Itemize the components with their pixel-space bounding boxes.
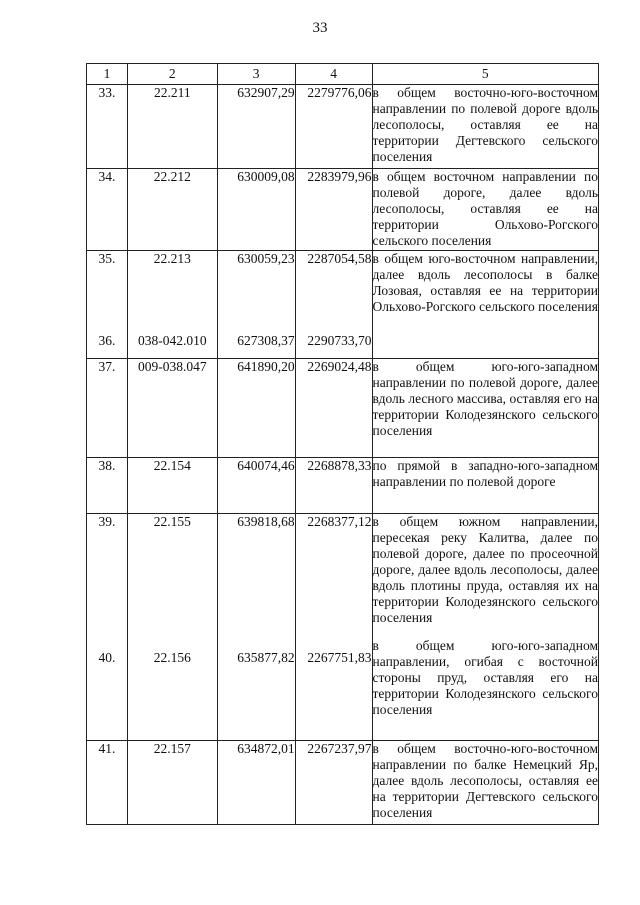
boundary-description: в общем восточно-юго-восточном направлении по полевой дороге вдоль лесополосы, оставляя ее на территории Дегтевского сельского поселения	[372, 85, 598, 169]
boundary-description-cell	[372, 514, 598, 741]
column-header: 4	[295, 64, 372, 85]
x-coordinate-cell	[217, 514, 295, 741]
table-row	[87, 359, 599, 458]
x-coordinate: 640074,46	[217, 458, 295, 514]
y-coordinate: 2279776,06	[295, 85, 372, 169]
row-number: 34.	[87, 169, 128, 251]
y-coordinate: 2268878,33	[295, 458, 372, 514]
y-coordinate: 2287054,58	[307, 251, 372, 266]
row-number: 35.	[98, 251, 116, 266]
x-coordinate: 641890,20	[217, 359, 295, 458]
boundary-coordinates-table	[86, 63, 599, 825]
point-id: 22.155	[153, 514, 191, 529]
boundary-description: в общем юго-юго-западном направлении по полевой дороге, далее вдоль лесного массива, оставляя его на территории Колодезянского сельского поселения	[372, 359, 598, 458]
row-number: 39.	[98, 514, 116, 529]
x-coordinate: 630009,08	[217, 169, 295, 251]
point-id: 038-042.010	[137, 333, 207, 348]
row-number: 38.	[87, 458, 128, 514]
point-id-cell	[127, 251, 217, 359]
column-header: 2	[127, 64, 217, 85]
table-row	[87, 458, 599, 514]
boundary-description: в общем юго-восточном направлении, далее вдоль лесополосы в балке Лозовая, оставляя ее на территории Ольхово-Рогского сельского поселения	[372, 251, 598, 359]
x-coordinate: 630059,23	[237, 251, 295, 266]
y-coordinate-cell	[295, 251, 372, 359]
table-row	[87, 741, 599, 825]
row-number: 33.	[87, 85, 128, 169]
point-id: 22.156	[153, 650, 191, 665]
row-number: 37.	[87, 359, 128, 458]
x-coordinate-cell	[217, 251, 295, 359]
table-row	[87, 251, 599, 359]
column-header: 5	[372, 64, 598, 85]
point-id-cell	[127, 514, 217, 741]
row-number: 40.	[98, 650, 116, 665]
y-coordinate-cell	[295, 514, 372, 741]
point-id: 22.154	[127, 458, 217, 514]
boundary-description: в общем восточно-юго-восточном направлении по балке Немецкий Яр, далее вдоль лесополосы, оставляя ее на территории Дегтевского сельского поселения	[372, 741, 598, 825]
x-coordinate: 634872,01	[217, 741, 295, 825]
table-row	[87, 169, 599, 251]
point-id: 22.213	[153, 251, 191, 266]
boundary-description: в общем юго-юго-западном направлении, огибая с восточной стороны пруд, оставляя его на территории Колодезянского сельского поселения	[372, 638, 598, 717]
page-number: 33	[312, 20, 328, 36]
y-coordinate: 2267751,83	[307, 650, 372, 665]
table-row	[87, 514, 599, 741]
row-number-cell	[87, 514, 128, 741]
column-header: 1	[87, 64, 128, 85]
boundary-description: в общем южном направлении, пересекая реку Калитва, далее по полевой дороге, далее по просеочной дороге, далее вдоль лесополосы, далее вдоль плотины пруда, оставляя их на территории Колодезянского сельского поселения	[372, 514, 598, 625]
y-coordinate: 2290733,70	[307, 333, 372, 348]
y-coordinate: 2269024,48	[295, 359, 372, 458]
y-coordinate: 2283979,96	[295, 169, 372, 251]
point-id: 22.212	[127, 169, 217, 251]
row-number: 36.	[98, 333, 116, 348]
boundary-description: по прямой в западно-юго-западном направлении по полевой дороге	[372, 458, 598, 514]
y-coordinate: 2268377,12	[307, 514, 372, 529]
x-coordinate: 627308,37	[237, 333, 295, 348]
x-coordinate: 639818,68	[237, 514, 295, 529]
table-header-row	[87, 64, 599, 85]
row-number: 41.	[87, 741, 128, 825]
column-header: 3	[217, 64, 295, 85]
point-id: 22.157	[127, 741, 217, 825]
row-number-cell	[87, 251, 128, 359]
point-id: 009-038.047	[127, 359, 217, 458]
boundary-description: в общем восточном направлении по полевой дороге, далее вдоль лесополосы, оставляя ее на территории Ольхово-Рогского сельского поселения	[372, 169, 598, 251]
y-coordinate: 2267237,97	[295, 741, 372, 825]
table-row	[87, 85, 599, 169]
point-id: 22.211	[127, 85, 217, 169]
x-coordinate: 632907,29	[217, 85, 295, 169]
x-coordinate: 635877,82	[237, 650, 295, 665]
